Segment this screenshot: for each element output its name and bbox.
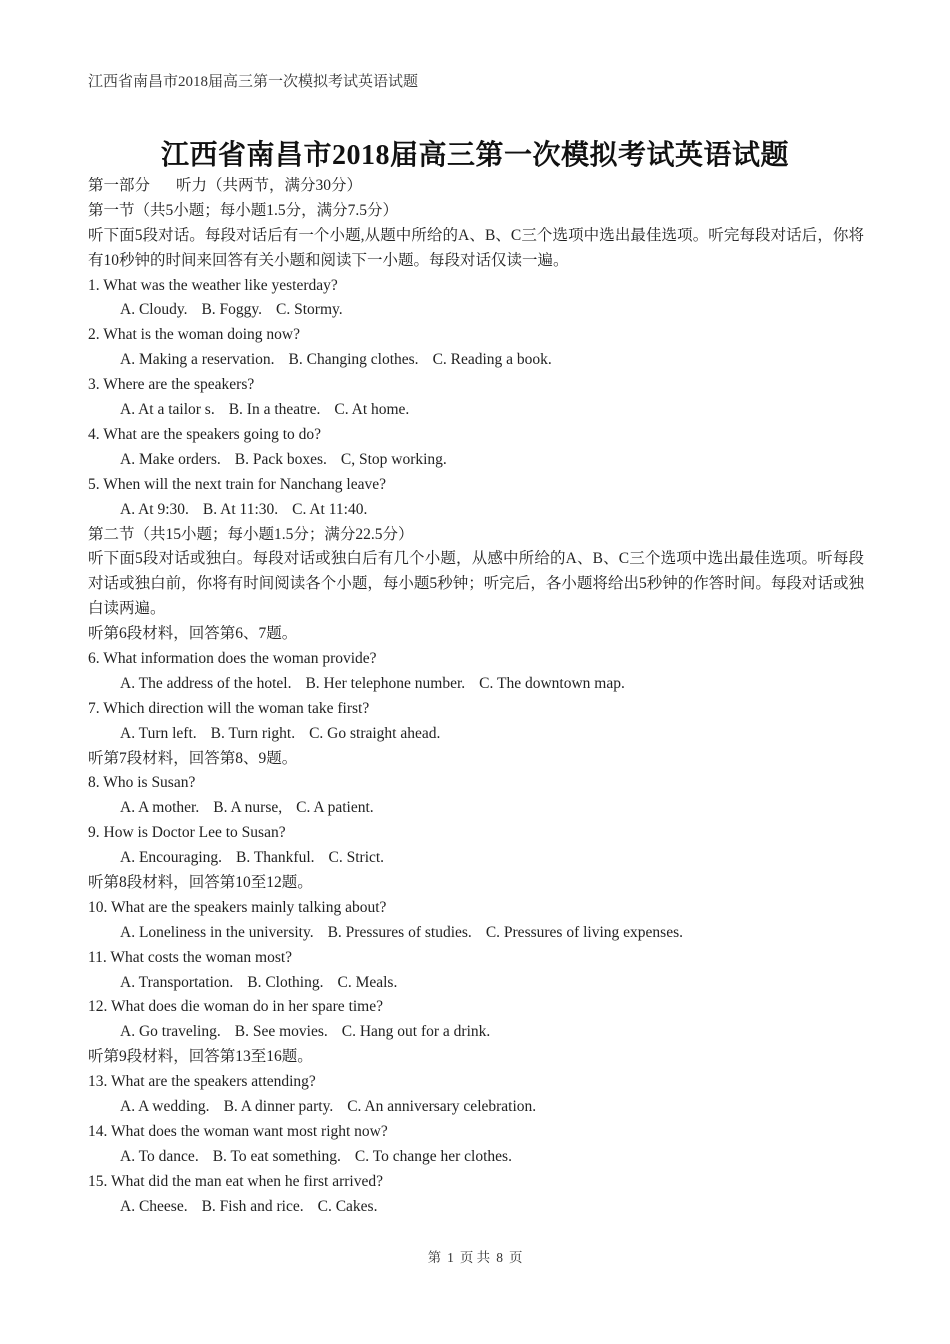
question-stem: 13. What are the speakers attending? [88,1073,316,1091]
question-options [88,846,864,871]
option-b: B. In a theatre. [228,401,321,419]
question-stem: 7. Which direction will the woman take first? [88,699,370,717]
part-title: 听力（共两节，满分30分） [176,177,363,194]
option-a: A. Making a reservation. [120,351,275,369]
material-heading: 听第7段材料，回答第8、9题。 [88,749,298,767]
option-c: C. At home. [334,401,410,419]
section-heading: 第一节（共5小题；每小题1.5分，满分7.5分） [88,201,399,219]
part-label: 第一部分 [88,177,151,194]
question-stem: 14. What does the woman want most right now? [88,1122,388,1140]
option-b: B. Clothing. [247,973,324,991]
option-b: B. Pack boxes. [234,450,327,468]
option-c: C. Strict. [328,849,385,867]
page-footer [0,1246,950,1266]
footer-prefix: 第 [427,1250,442,1265]
option-a: A. Loneliness in the university. [120,923,314,941]
question-stem: 4. What are the speakers going to do? [88,425,321,443]
question-stem: 12. What does die woman do in her spare time? [88,998,383,1016]
question-stem: 9. How is Doctor Lee to Susan? [88,824,286,842]
footer-mid: 页 共 [459,1250,491,1265]
question-stem: 11. What costs the woman most? [88,948,293,966]
option-c: C. At 11:40. [292,500,368,518]
option-b: B. Her telephone number. [305,674,466,692]
option-a: A. Make orders. [120,450,221,468]
option-b: B. Turn right. [210,724,296,742]
question-options [88,1195,864,1220]
option-a: A. The address of the hotel. [120,674,292,692]
option-a: A. Cloudy. [120,301,188,319]
question-options [88,348,864,373]
question-options [88,298,864,323]
question-stem: 6. What information does the woman provide? [88,650,377,667]
question-options [88,672,864,697]
option-b: B. To eat something. [212,1147,341,1165]
option-b: B. Fish and rice. [201,1197,304,1215]
option-b: B. Changing clothes. [288,351,419,369]
option-c: C. The downtown map. [479,674,625,692]
option-b: B. A dinner party. [223,1098,334,1116]
question-stem: 3. Where are the speakers? [88,376,255,394]
question-stem: 10. What are the speakers mainly talking about? [88,898,387,916]
question-options [88,722,864,747]
document-title: 江西省南昌市2018届高三第一次模拟考试英语试题 [160,140,789,171]
option-a: A. A wedding. [120,1098,210,1116]
option-a: A. At 9:30. [120,500,189,518]
running-header: 江西省南昌市2018届高三第一次模拟考试英语试题 [88,74,419,90]
option-c: C. Pressures of living expenses. [485,923,683,941]
option-b: B. Thankful. [236,849,315,867]
option-c: C. Cakes. [317,1197,378,1215]
question-stem: 5. When will the next train for Nanchang leave? [88,475,386,493]
question-stem: 8. Who is Susan? [88,774,196,792]
question-stem: 15. What did the man eat when he first arrived? [88,1172,383,1190]
exam-content [88,174,864,1219]
option-a: A. Turn left. [120,724,197,742]
question-stem: 2. What is the woman doing now? [88,326,300,344]
option-a: A. To dance. [120,1147,199,1165]
question-options [88,921,864,946]
option-c: C, Stop working. [340,450,447,468]
option-c: C. To change her clothes. [354,1147,512,1165]
option-b: B. At 11:30. [202,500,279,518]
option-a: A. Encouraging. [120,849,223,867]
question-options [88,398,864,423]
option-b: B. A nurse, [213,799,283,817]
material-heading: 听第6段材料，回答第6、7题。 [88,625,298,643]
option-c: C. A patient. [296,799,374,817]
section-instructions: 听下面5段对话。每段对话后有一个小题,从题中所给的A、B、C三个选项中选出最佳选项。听完每段对话后，你将有10秒钟的时间来回答有关小题和阅读下一小题。每段对话仅读一遍。 [88,226,864,269]
option-c: C. An anniversary celebration. [347,1098,537,1116]
option-b: B. Pressures of studies. [327,923,472,941]
part-heading [88,174,864,199]
question-options [88,1095,864,1120]
option-b: B. Foggy. [201,301,263,319]
question-options [88,498,864,523]
option-c: C. Stormy. [276,301,343,319]
question-options [88,448,864,473]
section-heading: 第二节（共15小题；每小题1.5分；满分22.5分） [88,525,414,543]
option-b: B. See movies. [234,1023,328,1041]
question-options [88,796,864,821]
question-options [88,1020,864,1045]
option-c: C. Hang out for a drink. [341,1023,491,1041]
option-a: A. Go traveling. [120,1023,221,1041]
option-a: A. Cheese. [120,1197,188,1215]
option-c: C. Go straight ahead. [309,724,441,742]
question-stem: 1. What was the weather like yesterday? [88,276,338,294]
option-a: A. A mother. [120,799,200,817]
question-options [88,971,864,996]
question-options [88,1145,864,1170]
option-c: C. Meals. [337,973,398,991]
section-instructions: 听下面5段对话或独白。每段对话或独白后有几个小题，从感中所给的A、B、C三个选项中选出最佳选项。听每段对话或独白前，你将有时间阅读各个小题，每小题5秒钟；听完后，各小题将给出5秒钟的作答时间。每段对话或独白读两遍。 [88,550,864,618]
total-page-count: 8 [496,1250,503,1265]
material-heading: 听第8段材料，回答第10至12题。 [88,874,313,892]
option-a: A. Transportation. [120,973,234,991]
current-page-number: 1 [447,1250,454,1265]
option-a: A. At a tailor s. [120,401,215,419]
footer-suffix: 页 [508,1250,523,1265]
material-heading: 听第9段材料，回答第13至16题。 [88,1048,313,1066]
option-c: C. Reading a book. [432,351,552,369]
